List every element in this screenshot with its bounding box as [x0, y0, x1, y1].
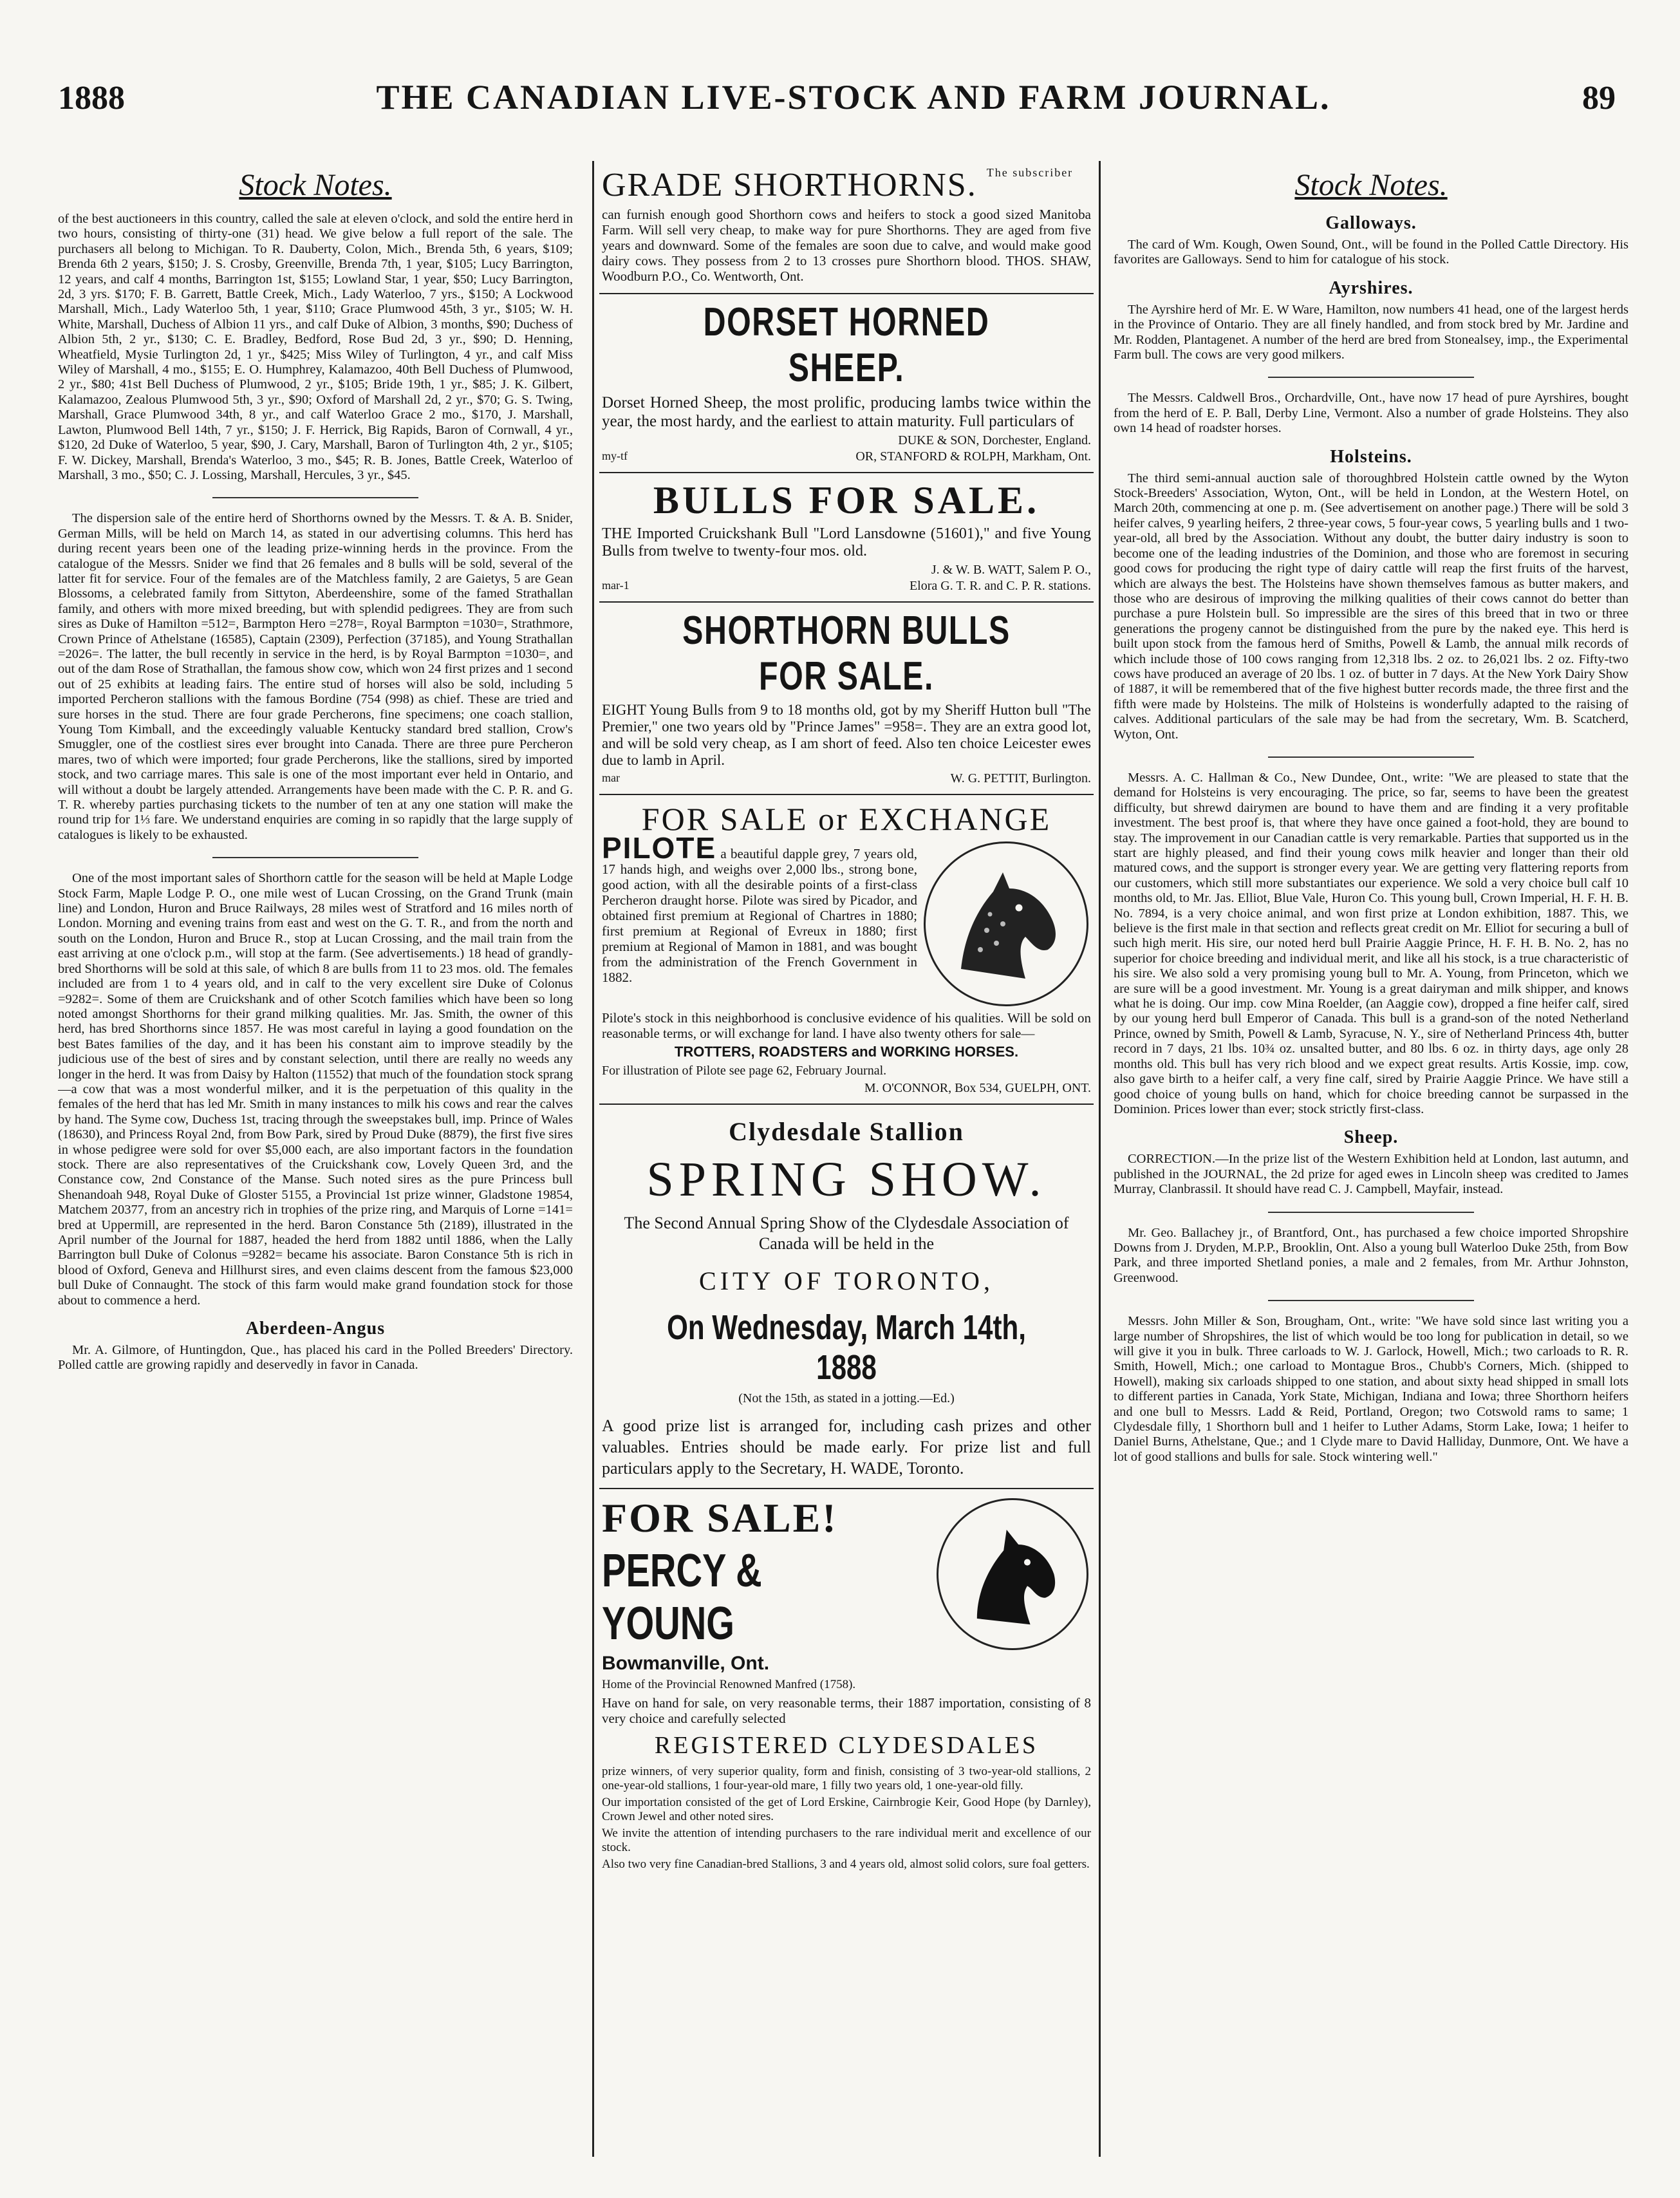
registered-clydesdales-heading: REGISTERED CLYDESDALES: [654, 1732, 1039, 1759]
dorset-sheep-ad: [599, 294, 1094, 473]
divider: [1268, 377, 1474, 378]
bulls-for-sale-signature-2: Elora G. T. R. and C. P. R. stations.: [909, 579, 1091, 593]
show-date: On Wednesday, March 14th, 1888: [667, 1308, 1026, 1387]
spring-show-heading: SPRING SHOW.: [646, 1152, 1047, 1207]
page-year: 1888: [58, 80, 125, 117]
divider: [1268, 1300, 1474, 1301]
spring-show-details: A good prize list is arranged for, including cash prizes and other valuables. Entries should be made early. For prize list and full particulars apply to the Secretary, H. WADE, Toronto.: [602, 1416, 1091, 1478]
pilote-name: PILOTE: [602, 831, 717, 865]
dorset-sheep-signature-1: DUKE & SON, Dorchester, England.: [898, 433, 1091, 447]
shorthorn-bulls-heading: SHORTHORN BULLS FOR SALE.: [682, 608, 1011, 699]
horse-head-icon: [926, 843, 1087, 1004]
bulls-for-sale-code: mar-1: [602, 579, 630, 592]
for-sale-heading: FOR SALE!: [602, 1495, 838, 1541]
pilote-ad: [599, 795, 1094, 1105]
bulls-for-sale-heading: BULLS FOR SALE.: [653, 479, 1040, 521]
advertisement-column: [592, 161, 1101, 2157]
galloways-heading: Galloways.: [1325, 213, 1417, 233]
galloways-paragraph: The card of Wm. Kough, Owen Sound, Ont., will be found in the Polled Cattle Directory. His favorites are Galloways. Send to him for catalogue of his stock.: [1114, 238, 1629, 267]
dorset-sheep-heading: DORSET HORNED SHEEP.: [703, 300, 990, 390]
percy-young-stallions: Also two very fine Canadian-bred Stallions, 3 and 4 years old, almost solid colors, sure foal getters.: [602, 1857, 1090, 1871]
clydesdale-stallion-heading: Clydesdale Stallion: [729, 1117, 964, 1146]
ayrshires-paragraph-1: The Ayrshire herd of Mr. E. W Ware, Hamilton, now numbers 41 head, one of the largest herds in the Province of Ontario. They are all finely handled, and from stock bred by Mr. Jardine and Mr. Rodden, Plantagenet. A number of the herd are bred from Stonealsey, imp., the Experimental Farm bull. The cows are very good milkers.: [1114, 302, 1629, 362]
bulls-for-sale-ad: [599, 473, 1094, 603]
left-column: [58, 161, 573, 2157]
shorthorn-bulls-text: EIGHT Young Bulls from 9 to 18 months old, got by my Sheriff Hutton bull "The Premier," one two years old by "Prince James" =958=. They are an extra good lot, and will be sold very cheap, as I am short of feed. Also ten choice Leicester ewes due to lamb in April.: [602, 702, 1091, 768]
sale-report-paragraph: of the best auctioneers in this country, called the sale at eleven o'clock, and sold the entire herd in two hours, consisting of thirty-one (31) head. We give below a full report of the sale. The purchasers all belong to Michigan. To R. Dauberty, Colon, Mich., Brenda 5th, 6 years, $109; Brenda 6th 2 years, $150; J. S. Crosby, Greenville, Brenda 7th, 1 year, $105; Lucy Barrington, 12 years, and calf 4 months, Barrington 1st, $155; Lowland Star, 1 year, $50; Lucy Barrington, 2d, 3 yrs. $170; F. B. Garrett, Battle Creek, Mich., Lady Waterloo, 7 yrs., $150; A Lockwood Marshall, Mich., Lady Waterloo 5th, 1 year, $110; Grace Plumwood 45th, 3 yr., $105; W. H. White, Marshall, Duchess of Albion 11 yrs., and calf Duke of Albion, 3 months, $90; Duchess of Albion 5th, 2 yr., $130; C. E. Bradley, Bedford, Rose Bud 2d, 3 yr., $90; D. Henning, Wheatfield, Mysie Turlington 2d, 1 yr., $425; Miss Wiley of Turlington, 4 yr., and calf Miss Wiley of Marshall, 4 mo., $155; E. O. Humphrey, Kalamazoo, 40th Bell Duchess of Plumwood, 2 yr., $80; 41st Bell Duchess of Plumwood, 2 yr., $105; Bride 19th, 1 yr., $85; J. K. Gilbert, Kalamazoo, Zealous Plumwood 5th, 3 yr., $90; Oxford of Marshall 2d, 2 yr., $70; G. S. Twing, Marshall, Grace Plumwood 34th, 8 yr., and calf Waterloo Grace 2 mo., $170, J. Marshall, Lawton, Plumwood Bell 14th, 7 yr., $150; J. F. Herrick, Big Rapids, Baron of Cornwall, 4 yr., $120, 2d Duke of Waterloo, 5 year, $90, J. Cary, Marshall, Baron of Turlington 4th, 2 yr., $105; F. W. Dickey, Marshall, Brenda's Waterloo, 3 mo., $45; R. B. Jones, Battle Creek, Waterloo of Marshall, 3 mo., $50; C. J. Lossing, Marshall, Hercules, 3 yr., $45.: [58, 212, 573, 482]
divider: [212, 497, 418, 498]
show-date-note: (Not the 15th, as stated in a jotting.—Ed.): [738, 1391, 955, 1405]
sheep-heading: Sheep.: [1343, 1127, 1399, 1148]
percy-young-prize-text: prize winners, of very superior quality, form and finish, consisting of 3 two-year-old stallions, 2 one-year-old stallions, 1 four-year-old mare, 1 filly two years old, 1 one-year-old filly.: [602, 1765, 1091, 1792]
stock-notes-heading: Stock Notes.: [239, 168, 392, 202]
percy-young-importation: Our importation consisted of the get of Lord Erskine, Cairnbrogie Keir, Good Hope (by Darnley), Crown Jewel and other noted sires.: [602, 1796, 1091, 1823]
stock-notes-heading-right: Stock Notes.: [1294, 168, 1448, 202]
ayrshires-heading: Ayrshires.: [1329, 277, 1414, 298]
aberdeen-angus-heading: Aberdeen-Angus: [245, 1319, 386, 1339]
percy-young-text: Have on hand for sale, on very reasonable terms, their 1887 importation, consisting of 8 very choice and carefully selected: [602, 1695, 1091, 1726]
ayrshires-paragraph-2: The Messrs. Caldwell Bros., Orchardville, Ont., have now 17 head of pure Ayrshires, bought from the herd of E. P. Ball, Derby Line, Vermont. Also a number of grade Holsteins. They also own 14 head of roadster horses.: [1114, 391, 1629, 436]
right-column: [1114, 161, 1629, 2157]
holsteins-heading: Holsteins.: [1330, 446, 1412, 467]
grade-shorthorns-text: can furnish enough good Shorthorn cows and heifers to stock a good sized Manitoba Farm. Will sell very cheap, to make way for pure Shorthorns. They are aged from five years and downward. Some of the females are soon due to calve, and would make good dairy cows. They possess from 2 to 13 crosses pure Shorthorn blood. THOS. SHAW, Woodburn P.O., Co. Wentworth, Ont.: [602, 207, 1091, 284]
grade-shorthorns-heading-tail: The subscriber: [986, 166, 1074, 179]
clydesdale-show-ad: [599, 1105, 1094, 1489]
pilote-stock-text: Pilote's stock in this neighborhood is conclusive evidence of his qualities. Will be sold on reasonable terms, or will exchange for land. I have also twenty others for sale—: [602, 1010, 1091, 1041]
percy-young-name: PERCY & YOUNG: [602, 1545, 762, 1649]
bulls-for-sale-signature-1: J. & W. B. WATT, Salem P. O.,: [931, 563, 1091, 577]
percy-young-ad: [599, 1489, 1094, 1881]
dorset-sheep-text: Dorset Horned Sheep, the most prolific, producing lambs twice within the year, the most hardy, and the earliest to attain maturity. Full particulars of: [602, 394, 1091, 430]
dorset-sheep-code: my-tf: [602, 449, 628, 462]
bulls-for-sale-text: THE Imported Cruickshank Bull "Lord Lansdowne (51601)," and five Young Bulls from twelve to twenty-four mos. old.: [602, 525, 1091, 559]
city-of-toronto: CITY OF TORONTO,: [699, 1266, 994, 1295]
aberdeen-angus-paragraph: Mr. A. Gilmore, of Huntingdon, Que., has placed his card in the Polled Breeders' Directory. Polled cattle are growing rapidly and deservedly in favor in Canada.: [58, 1343, 573, 1373]
holsteins-paragraph-2: Messrs. A. C. Hallman & Co., New Dundee, Ont., write: "We are pleased to state that the demand for Holsteins is very encouraging. The price, so far, seems to have been the greatest difficulty, but shrewd dairymen are bound to have them and are finding it a very profitable investment. The best proof is, that where they have once gained a foot-hold, they are bound to stay. The improvement in our Canadian cattle is very remarkable. Parties that supported us in the start are highly pleased, and find their young cows milk heavier and longer than their old matured cows, and the support is stronger every year. We are getting very flattering reports from our customers, which still more substantiates our experience. We sold a very choice bull calf 10 months old, to Mr. Jas. Elliot, Blue Vale, Huron Co. This young bull, Crown Imperial, H. F. H. B. No. 7894, is a very choice animal, and won first prize at London exhibition, 1887. This, we believe is the first male in that section and reflects great credit on Mr. Elliot for securing a bull of such high merit. His sire, our noted herd bull Prairie Aaggie Prince, H. F. H. B. No. 2, has no superior for choice breeding and individual merit, and like all his stock, is a true characteristic of his sire. We also sold a very promising young bull to Mr. A. Young, from Princeton, which we are sure will be a good investment. Mr. Young is a great dairyman and milk shipper, and knows what he is doing. Our imp. cow Mina Roelder, (an Aaggie cow), dropped a fine heifer calf, sired by our young herd bull Emperor of Canada. This bull is a grand-son of the noted Netherland Prince, owned by Smith, Powell & Lamb, Syracuse, N. Y., sire of Netherland Princess 4th, butter record in 7 days, 21 lbs. 10¾ oz. unsalted butter, and 80 lbs. 6 oz. in thirty days, age only 28 months old. This bull has very rich blood and we expect great results. Artis Kossie, imp. cow, also gave birth to a heifer calf, a very fine calf, sired by Prairie Aaggie Prince. We have still a good choice of young bulls on hand, which for choice breeding cannot be surpassed in the Dominion. Prices lower than ever; stock strictly first-class.: [1114, 770, 1629, 1116]
percy-young-home: Home of the Provincial Renowned Manfred (1758).: [602, 1678, 856, 1691]
grade-shorthorns-heading: GRADE SHORTHORNS.: [602, 167, 977, 203]
snider-dispersion-paragraph: The dispersion sale of the entire herd of Shorthorns owned by the Messrs. T. & A. B. Snider, German Mills, will be held on March 14, as stated in our advertising columns. This herd has during recent years been one of the leading prize-winning herds in the province. From the catalogue of the Messrs. Snider we find that 26 females and 8 bulls will be sold, several of the latter fit for service. Four of the females are of the Matchless family, 2 are Gaietys, 5 are Gean Blossoms, a celebrated family from Sittyton, Aberdeenshire, some of the famed Strathallan family, and others with more mixed breeding, but with splendid pedigrees. They are from such sires as Duke of Hamilton =512=, Barmpton Hero =278=, Royal Barmpton =1030=, Strathmore, Crown Prince of Athelstane (16585), Captain (2309), Perfection (37185), and Young Strathallan =2026=. The latter, the bull recently in service in the herd, is by Royal Barmpton =1030=, and out of the dam Rose of Strathallan, the famous show cow, which won 24 first prizes and 1 second out of 25 exhibits at leading fairs. The entire stud of horses will also be sold, including 5 imported Percheron stallions with the famous Bordine (754 (998) as chief. These are tried and sure horses in the stud. There are four grade Percherons, fine specimens; one coach stallion, Young Tom Kimball, and the exceedingly valuable Kentucky standard bred stallion, Crow's Smuggler, one of the costliest sires ever brought into Canada. There are three pure Percheron mares, two of which were imported; four grade Percherons, like the stallions, sired by imported stock, and two carriage mares. This sale is one of the most important ever held in Ontario, and will without a doubt be largely attended. Arrangements have been made with the C. P. R. and G. T. R. whereby parties purchasing tickets to the number of ten at any one station will make the round trip for 1⅓ fare. We understand enquiries are coming in so rapidly that the large supply of catalogues is likely to be exhausted.: [58, 511, 573, 842]
shorthorn-bulls-ad: [599, 603, 1094, 795]
horse-head-illustration: [924, 841, 1088, 1006]
pilote-signature: M. O'CONNOR, Box 534, GUELPH, ONT.: [864, 1081, 1091, 1095]
percy-young-town: Bowmanville, Ont.: [602, 1653, 770, 1674]
pilote-illustration-note: For illustration of Pilote see page 62, February Journal.: [602, 1064, 887, 1078]
pilote-description: a beautiful dapple grey, 7 years old, 17 hands high, and weighs over 2,000 lbs., strong bone, good action, with all the desirable points of a first-class Percheron draught horse. Pilote was sired by Picador, and obtained first premium at Regional of Chartres in 1880; first premium at Regional of Evreux in 1880; first premium at Regional of Mamon in 1881, and was bought from the administration of the French Government in 1882.: [602, 846, 917, 985]
dorset-sheep-signature-2: OR, STANFORD & ROLPH, Markham, Ont.: [855, 449, 1091, 464]
sheep-correction-paragraph: CORRECTION.—In the prize list of the Western Exhibition held at London, last autumn, and published in the JOURNAL, the 2d prize for aged ewes in Lincoln sheep was credited to James Murray, Clanbrassil. It should have read C. J. Campbell, Mayfair, instead.: [1114, 1152, 1629, 1197]
grade-shorthorns-ad: [599, 161, 1094, 294]
running-head: [58, 77, 1616, 135]
shorthorn-bulls-signature: W. G. PETTIT, Burlington.: [950, 771, 1091, 785]
maple-lodge-paragraph: One of the most important sales of Shorthorn cattle for the season will be held at Maple Lodge Stock Farm, Maple Lodge P. O., one mile west of Lucan Crossing, on the Grand Trunk (main line) and London, Huron and Bruce Railways, 28 miles west of Stratford and 16 miles north of London. Morning and evening trains from east and west on the G. T. R., and from the north and south on the London, Huron and Bruce R., stop at Lucan Crossing, and the mail train from the east arriving at one o'clock p.m., will stop at the farm. (See advertisements.) 18 head of grandly-bred Shorthorns will be sold at this sale, of which 8 are bulls from 11 to 23 mos. old. The females included are from 1 to 4 years old, and in calf to the very excellent sire Duke of Colonus =9282=. Some of them are Cruickshank and of other Scotch families which have been so long noted amongst Shorthorns for their grand milking qualities. Mr. Jas. Smith, the owner of this herd, has bred Shorthorns since 1857. He was most careful in laying a good foundation on the best Bates families of the day, and it has been his constant aim to improve steadily by the judicious use of the best of sires and by constant selection, until there are really no weeds any longer in the herd. It was from Daisy by Halton (11552) that much of the foundation stock sprang—a cow that was a most wonderful milker, and it is the perpetuation of this quality in the females of the herd that has led Mr. Smith in many instances to milk his cows and rear the calves by hand. The Syme cow, Duchess 1st, tracing through the sweepstakes bull, imp. Prince of Wales (18630), and Princess Royal 2nd, from Bow Park, sired by Proud Duke (8879), the first five sires in whose pedigree were sold for over $5,000 each, are also important factors in the foundation stock. There are also representatives of the Cruickshank cow, Lovely Queen 3rd, and the Constance cow, 2nd Constance of the Manse. Such noted sires as the pure Princess bull Shenandoah 948, Royal Duke of Gloster 5155, a Provincial 1st prize winner, Gladstone 19854, Matchem 20377, from an ancestry rich in trophies of the prize ring, and Marquis of Lorne =141= bred at Uppermill, are represented in the herd. Baron Constance 5th (2189), illustrated in the April number of the Journal for 1887, headed the herd from 1882 until 1886, when the Lally Barrington bull Duke of Colonus =9282= became his associate. Baron Constance 5th is rich in blood of Oxford, Geneva and Hillhurst sires, and even claims descent from the famous $23,000 bull Duke of Connaught. The stock of this farm would make grand foundation stock for those about to commence a herd.: [58, 871, 573, 1308]
divider: [1268, 1212, 1474, 1213]
trotters-line: TROTTERS, ROADSTERS and WORKING HORSES.: [674, 1044, 1019, 1060]
pilote-ad-heading: FOR SALE or EXCHANGE: [641, 801, 1052, 837]
spring-show-intro: The Second Annual Spring Show of the Clydesdale Association of Canada will be held in the: [624, 1214, 1069, 1253]
miller-son-paragraph: Messrs. John Miller & Son, Brougham, Ont., write: "We have sold since last writing you a large number of Shropshires, the list of which would be too long for publication in detail, so we will give it you in bulk. Three carloads to W. J. Garlock, Howell, Mich.; two carloads to R. R. Smith, Howell, Mich.; one carload to Montague Bros., Chubb's Corners, Mich. (shipped to Howell), making six carloads shipped to one station, and about sixty head shipped in small lots to different parties in Canada, York State, Michigan, Indiana and Iowa; three Shorthorn heifers and one bull to Messrs. Ladd & Reid, Portland, Oregon; two Cotswold rams to same; 1 Clydesdale filly, 1 Shorthorn bull and 1 heifer to Luther Adams, Storm Lake, Iowa; 1 heifer to Daniel Burns, Athelstane, Que.; and 1 Clyde mare to David Halliday, Dunmore, Ont. We have a lot of good stallions and bulls for sale. Stock wintering well.": [1114, 1314, 1629, 1464]
ballachey-paragraph: Mr. Geo. Ballachey jr., of Brantford, Ont., has purchased a few choice imported Shropshire Downs from J. Dryden, M.P.P., Brooklin, Ont. Also a young bull Waterloo Duke 25th, from Bow Park, and three imported Shetland ponies, a male and 2 females, from Mr. Arthur Johnston, Greenwood.: [1114, 1225, 1629, 1285]
percy-young-invite: We invite the attention of intending purchasers to the rare individual merit and excellence of our stock.: [602, 1827, 1091, 1854]
page-number: 89: [1582, 80, 1616, 117]
holsteins-paragraph-1: The third semi-annual auction sale of thoroughbred Holstein cattle owned by the Wyton Stock-Breeders' Association, Wyton, Ont., will be held in London, at the Western Hotel, on March 20th, commencing at one p. m. (See advertisement on another page.) There will be sold 3 heifer calves, 9 yearling heifers, 2 three-year cows, 5 four-year cows, 5 yearling bulls and 1 two-year-old, all bred by the Association. Without any doubt, the butter dairy industry is soon to become one of the leading industries of the Dominion, and those who are foremost in securing good cows for producing the right type of dairy cattle will reap the first fruits of the harvest, which are always the best. The Holsteins have shown themselves famous as butter makers, and those who are desirous of improving the milking qualities of their cows cannot do better than purchase a pure Holstein bull. So impressible are the sires of this breed that in two or three generations the progeny cannot be distinguished from the pure by the naked eye. This herd is built upon stock from the famous herd of Smiths, Powell & Lamb, the annual milk records of which include those of 100 cows ranging from 12,318 lbs. 2 oz. to 26,021 lbs. 2 oz. Fifty-two cows have produced an average of 20 lbs. 1 oz. of butter in 7 days. At the New York Dairy Show of 1887, it will be remembered that of the five highest butter records made, the three first and the fifth were made by Holsteins. The milk of Holsteins is wonderfully adapted to the raising of calves. Additional particulars of the sale may be had from the secretary, Wm. B. Scatcherd, Wyton, Ont.: [1114, 471, 1629, 742]
divider: [212, 857, 418, 858]
divider: [1268, 756, 1474, 758]
shorthorn-bulls-code: mar: [602, 771, 620, 784]
journal-title: THE CANADIAN LIVE-STOCK AND FARM JOURNAL.: [376, 78, 1331, 117]
